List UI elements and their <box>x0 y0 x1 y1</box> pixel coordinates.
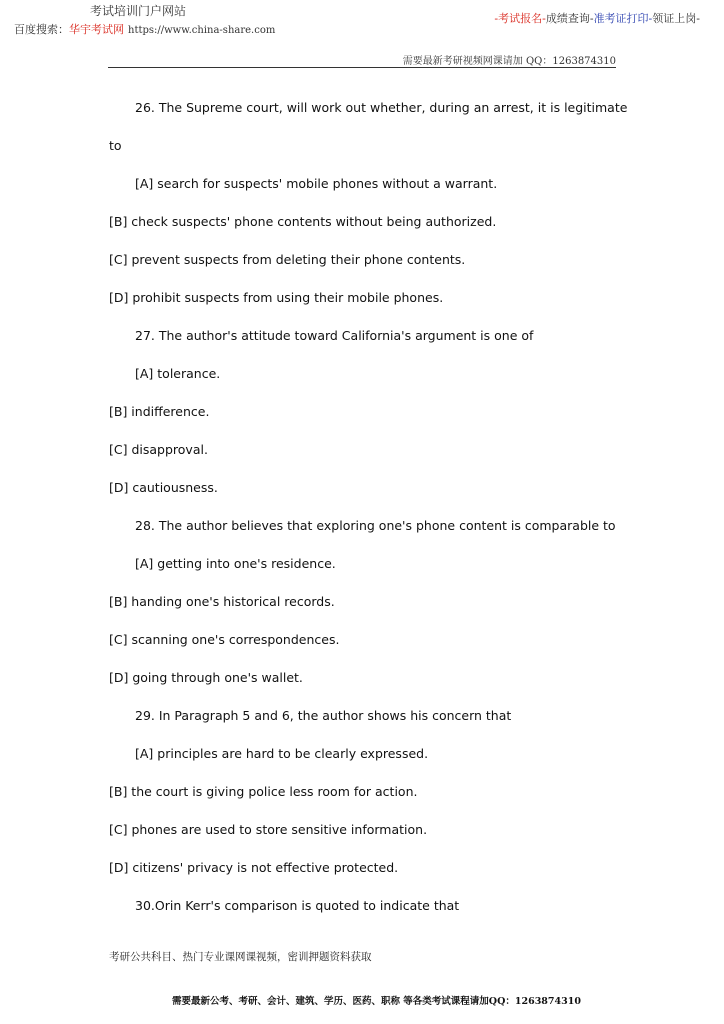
q26-option-c: [C] prevent suspects from deleting their phone contents. <box>109 252 466 267</box>
q26-option-d: [D] prohibit suspects from using their mobile phones. <box>109 290 444 305</box>
question-29-stem: 29. In Paragraph 5 and 6, the author shows his concern that <box>135 708 512 723</box>
link-admission-ticket[interactable]: 准考证打印- <box>593 12 653 25</box>
question-26-stem: 26. The Supreme court, will work out whether, during an arrest, it is legitimate <box>135 100 628 115</box>
search-brand: 华宇考试网 <box>69 23 124 36</box>
q27-option-b: [B] indifference. <box>109 404 210 419</box>
link-score-query[interactable]: 成绩查询- <box>545 12 594 25</box>
header-links <box>494 10 700 26</box>
q26-option-b: [B] check suspects' phone contents without being authorized. <box>109 214 497 229</box>
qq-contact-note: 需要最新考研视频网课请加 QQ：1263874310 <box>402 56 616 67</box>
q29-option-a: [A] principles are hard to be clearly expressed. <box>135 746 429 761</box>
baidu-search-hint <box>14 21 275 37</box>
q26-option-a: [A] search for suspects' mobile phones without a warrant. <box>135 176 498 191</box>
footer-note: 考研公共科目、热门专业课网课视频，密训押题资料获取 <box>109 951 372 963</box>
q28-option-b: [B] handing one's historical records. <box>109 594 335 609</box>
q29-option-d: [D] citizens' privacy is not effective protected. <box>109 860 399 875</box>
question-26-stem-cont: to <box>109 138 122 153</box>
q27-option-c: [C] disapproval. <box>109 442 208 457</box>
question-28-stem: 28. The author believes that exploring one's phone content is comparable to <box>135 518 616 533</box>
link-exam-registration[interactable]: -考试报名- <box>494 12 546 25</box>
q28-option-d: [D] going through one's wallet. <box>109 670 303 685</box>
q28-option-a: [A] getting into one's residence. <box>135 556 336 571</box>
search-url: https://www.china-share.com <box>128 25 276 36</box>
link-certificate[interactable]: 领证上岗- <box>652 12 700 25</box>
search-prefix: 百度搜索： <box>14 23 69 36</box>
q27-option-a: [A] tolerance. <box>135 366 221 381</box>
q28-option-c: [C] scanning one's correspondences. <box>109 632 340 647</box>
q29-option-c: [C] phones are used to store sensitive information. <box>109 822 428 837</box>
question-27-stem: 27. The author's attitude toward California's argument is one of <box>135 328 534 343</box>
q27-option-d: [D] cautiousness. <box>109 480 218 495</box>
header-divider <box>108 67 616 68</box>
footer-contact: 需要最新公考、考研、会计、建筑、学历、医药、职称 等各类考试课程请加QQ：1263874310 <box>172 996 581 1007</box>
q29-option-b: [B] the court is giving police less room for action. <box>109 784 418 799</box>
question-30-stem: 30.Orin Kerr's comparison is quoted to indicate that <box>135 898 460 913</box>
site-title: 考试培训门户网站 <box>90 4 187 18</box>
